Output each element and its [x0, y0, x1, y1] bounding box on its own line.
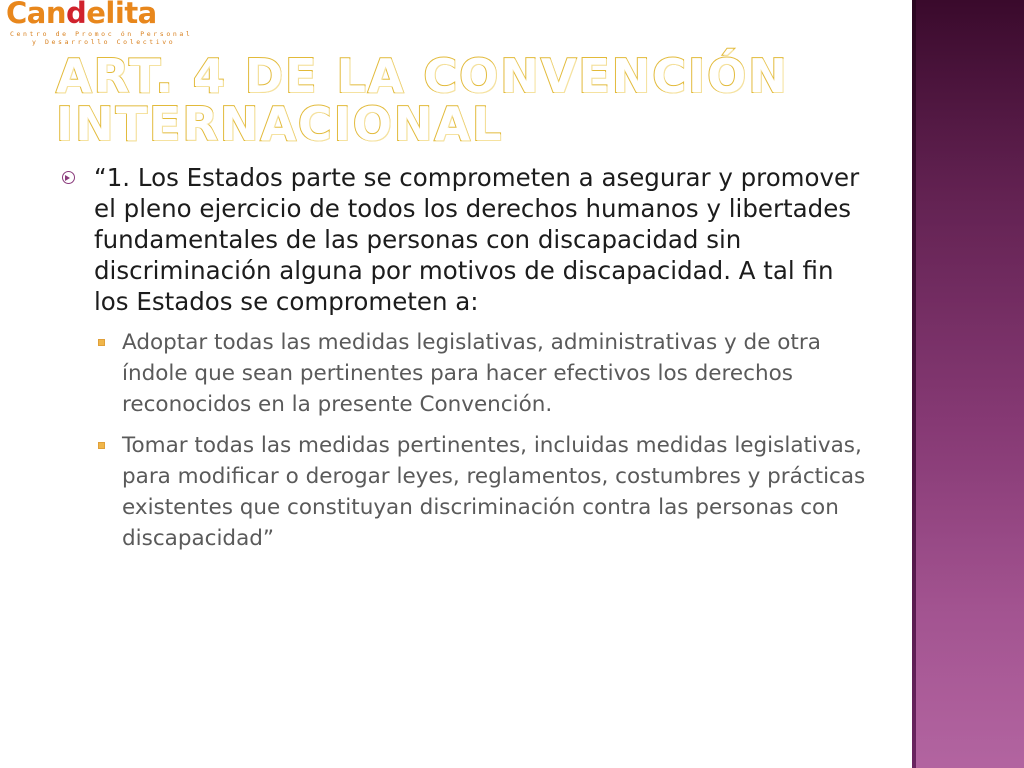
logo-word-part2: d — [66, 0, 87, 30]
logo-tagline-line2: y Desarrollo Colectivo — [32, 38, 176, 46]
slide-title: ART. 4 DE LA CONVENCIÓN INTERNACIONAL — [56, 49, 789, 151]
logo-word-part3: elita — [86, 0, 157, 30]
slide-content — [62, 162, 872, 564]
sub-bullet-list — [62, 327, 872, 554]
logo-wordmark — [6, 0, 157, 30]
sub-bullet-text: Adoptar todas las medidas legislativas, administrativas y de otra índole que sean pertinentes para hacer efectivos los derechos reconocidos en la presente Convención. — [122, 330, 821, 417]
square-bullet-icon — [98, 442, 105, 449]
square-bullet-icon — [98, 339, 105, 346]
logo-word-part1: Can — [6, 0, 66, 30]
sub-bullet-item — [62, 430, 872, 554]
sub-bullet-text: Tomar todas las medidas pertinentes, incluidas medidas legislativas, para modificar o derogar leyes, reglamentos, costumbres y prácticas existentes que constituyan discriminación contra las personas con discapacidad” — [122, 433, 866, 551]
sub-bullet-item — [62, 327, 872, 420]
logo-tagline-line1: Centro de Promoc ón Personal — [10, 30, 193, 38]
candelita-logo — [6, 0, 193, 48]
side-panel-sheen — [916, 0, 1024, 768]
main-bullet-item — [62, 162, 872, 317]
main-bullet-text: “1. Los Estados parte se comprometen a asegurar y promover el pleno ejercicio de todos los derechos humanos y libertades fundamentales de las personas con discapacidad sin discriminación alguna por motivos de discapacidad. A tal fin los Estados se comprometen a: — [94, 163, 860, 316]
circle-arrow-bullet-icon — [62, 171, 75, 184]
